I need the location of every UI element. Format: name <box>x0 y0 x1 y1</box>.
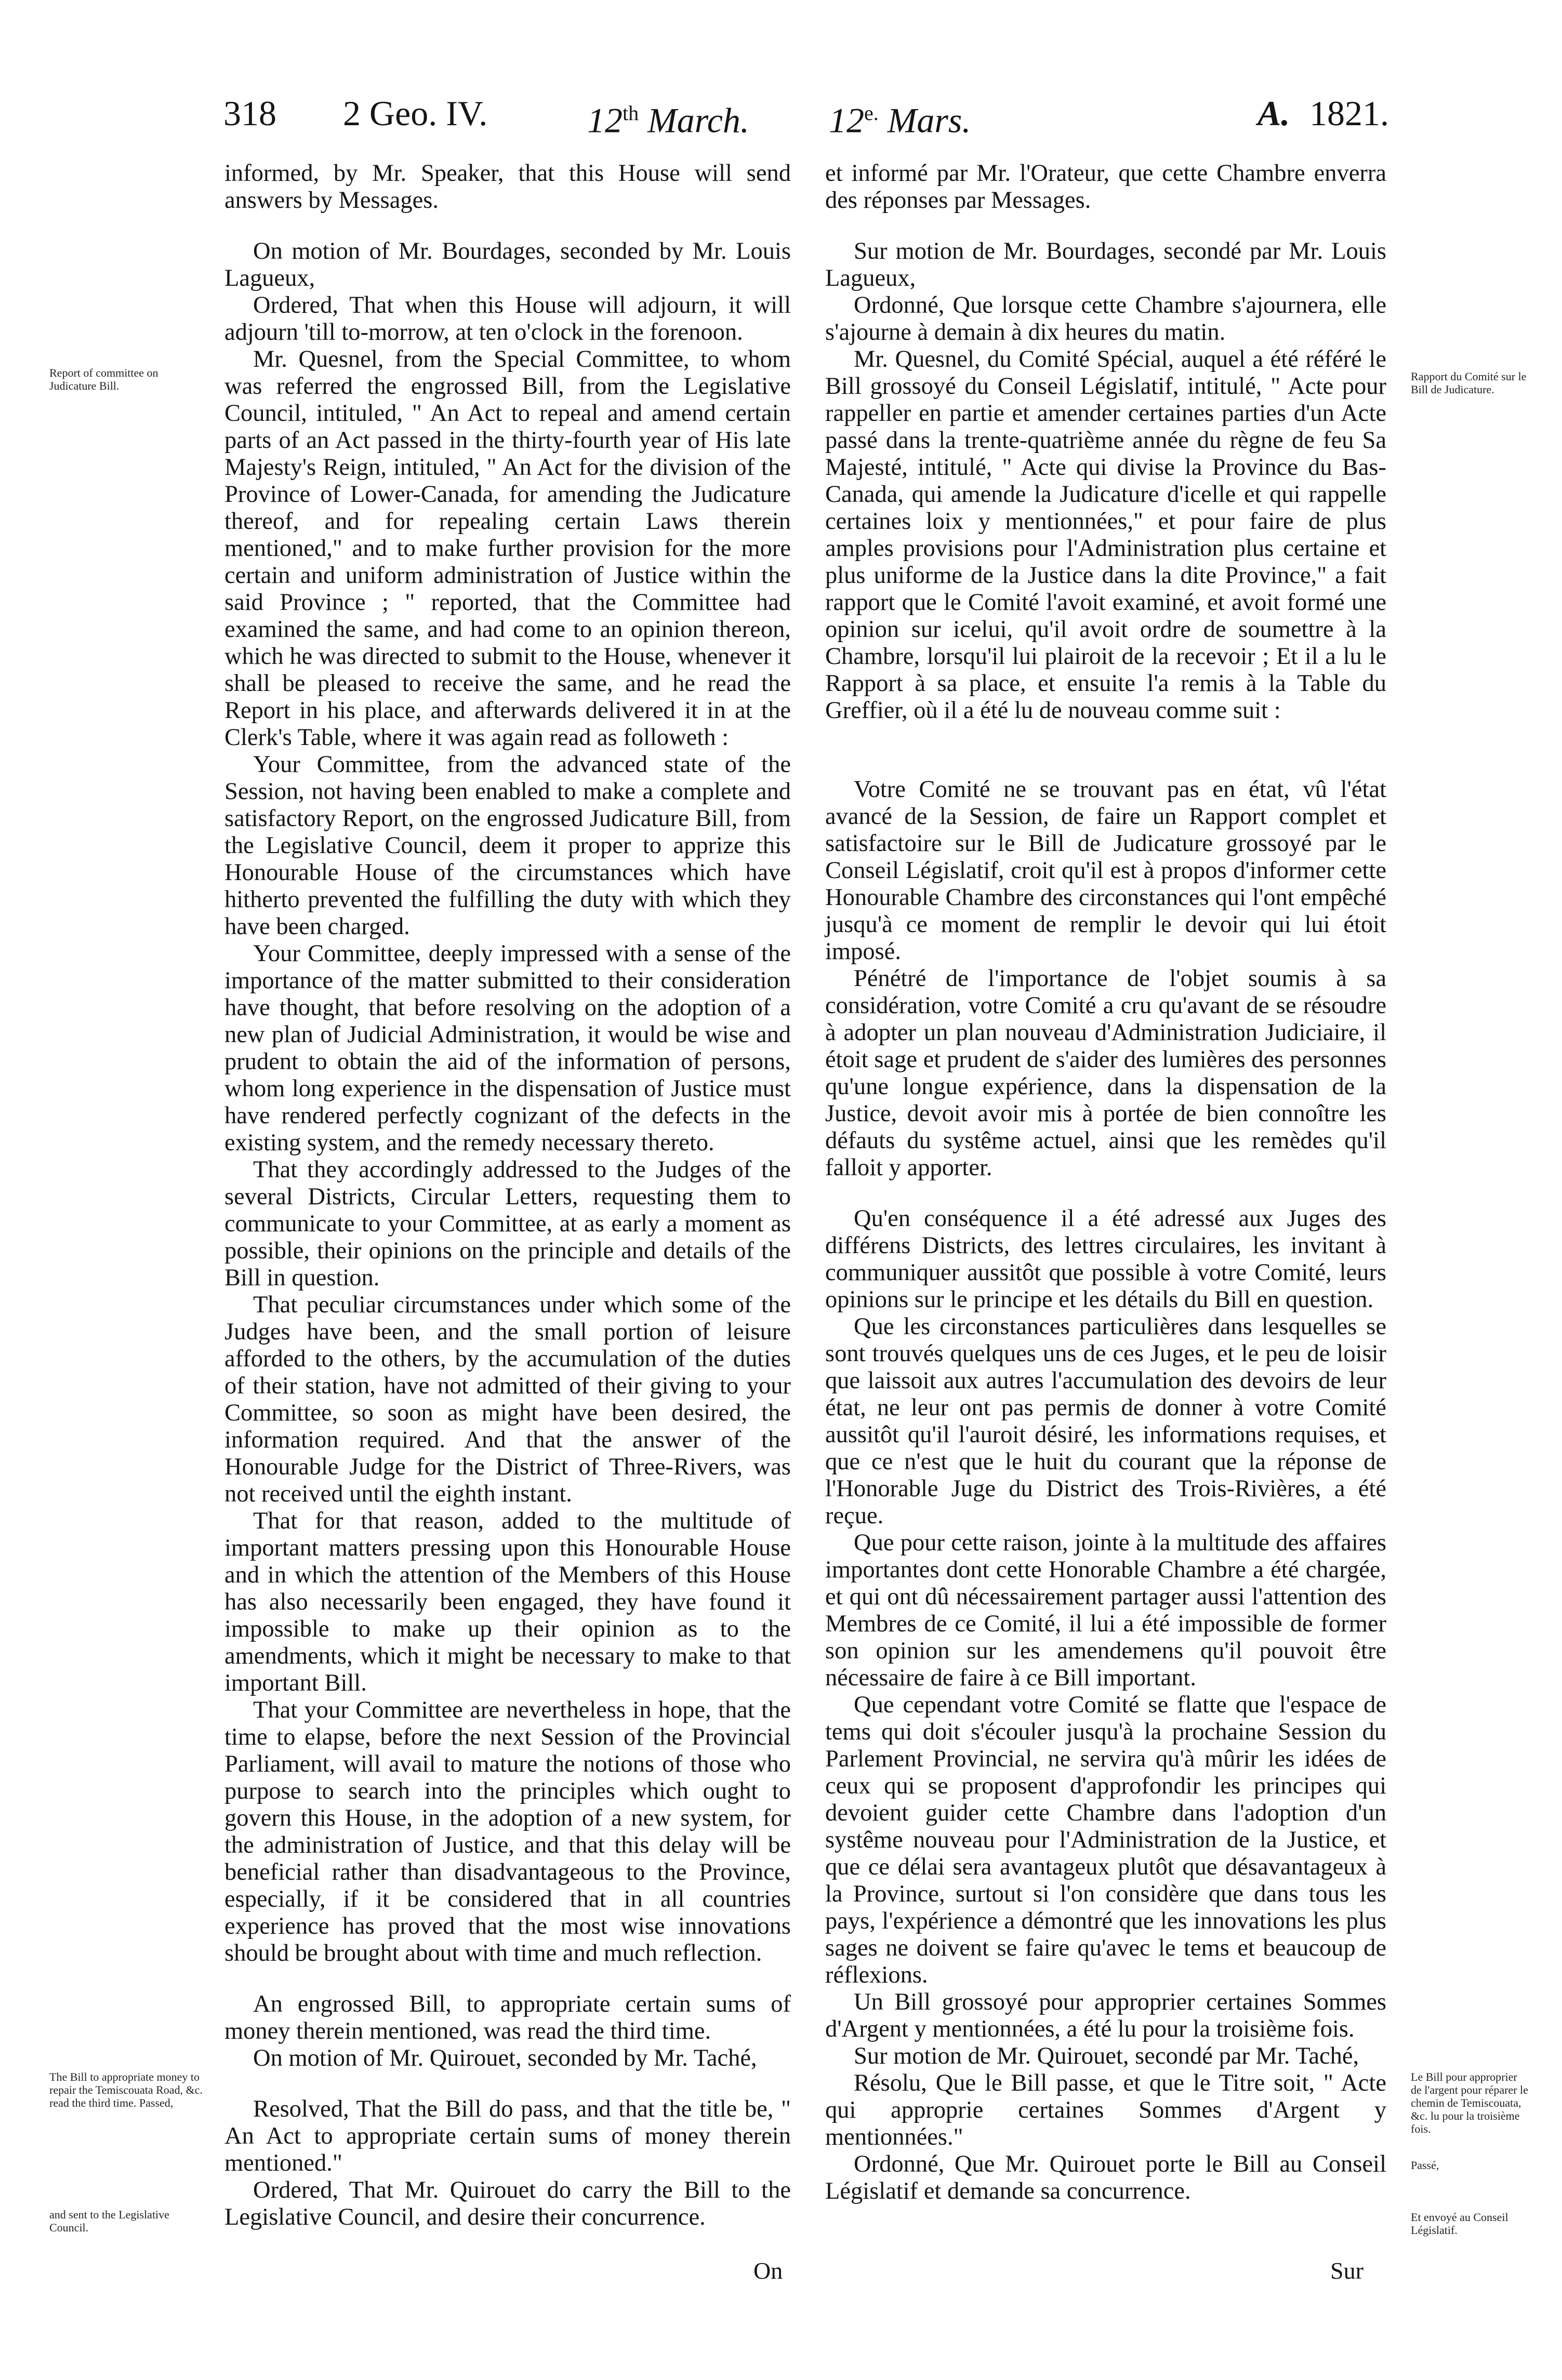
margin-note-passe: Passé, <box>1411 2159 1439 2172</box>
year-label: 1821. <box>1309 94 1389 133</box>
fr-paragraph-13: Résolu, Que le Bill passe, et que le Titre soit, " Acte qui approprie certaines Sommes d'Argent y mentionnées." <box>825 2070 1386 2150</box>
fr-paragraph-3: Ordonné, Que lorsque cette Chambre s'ajournera, elle s'ajourne à demain à dix heures du matin. <box>825 292 1386 345</box>
date-french-suffix: e. <box>864 101 879 125</box>
en-paragraph-9: That for that reason, added to the multitude of important matters pressing upon this Honourable House and in which the attention of the Members of this House has also necessarily been engaged, they have found it impossible to make up their opinion as to the amendments, which it might be necessary to make to that important Bill. <box>224 1508 791 1696</box>
en-paragraph-6: Your Committee, deeply impressed with a sense of the importance of the matter submitted to their consideration have thought, that before resolving on the adoption of a new plan of Judicial Administration, it would be wise and prudent to obtain the aid of the information of persons, whom long experience in the dispensation of Justice must have rendered perfectly cognizant of the defects in the existing system, and the remedy necessary thereto. <box>224 940 791 1156</box>
catchword-french: Sur <box>1330 2257 1364 2284</box>
margin-note-rapport: Rapport du Comité sur le Bill de Judicature. <box>1411 370 1527 396</box>
fr-paragraph-4: Mr. Quesnel, du Comité Spécial, auquel a été référé le Bill grossoyé du Conseil Législatif, intitulé, " Acte pour rappeller en partie et amender certaines parties d'un Acte passé dans la trente-quatrième année du règne de feu Sa Majesté, intitulé, " Acte qui divise la Province du Bas-Canada, qui amende la Judicature d'icelle et qui rappelle certaines loix y mentionnées," et pour faire de plus amples provisions pour l'Administration plus certaine et plus uniforme de la Justice dans la dite Province," a fait rapport que le Comité l'avoit examiné, et avoit formé une opinion sur icelui, qu'il avoit ordre de soumettre à la Chambre, lorsqu'il lui plairoit de la recevoir ; Et il a lu le Rapport à sa place, et ensuite l'a remis à la Table du Greffier, où il a été lu de nouveau comme suit : <box>825 346 1386 724</box>
date-english-month: March. <box>647 100 749 140</box>
date-english-suffix: th <box>623 101 639 125</box>
en-paragraph-14: Ordered, That Mr. Quirouet do carry the Bill to the Legislative Council, and desire their concurrence. <box>224 2177 791 2230</box>
en-paragraph-4: Mr. Quesnel, from the Special Committee, to whom was referred the engrossed Bill, from the Legislative Council, intituled, " An Act to repeal and amend certain parts of an Act passed in the thirty-fourth year of His late Majesty's Reign, intituled, " An Act for the division of the Province of Lower-Canada, for amending the Judicature thereof, and for repealing certain Laws therein mentioned," and to make further provision for the more certain and uniform administration of Justice within the said Province ; " reported, that the Committee had examined the same, and had come to an opinion thereon, which he was directed to submit to the House, whenever it shall be pleased to receive the same, and he read the Report in his place, and afterwards delivered it in at the Clerk's Table, where it was again read as followeth : <box>224 346 791 751</box>
date-french <box>829 87 971 139</box>
fr-paragraph-10: Que cependant votre Comité se flatte que l'espace de tems qui doit s'écouler jusqu'à la prochaine Session du Parlement Provincial, ne servira qu'à mûrir les idées de ceux qui se proposent d'approfondir les principes qui devoient guider cette Chambre dans l'adoption d'un systême nouveau pour l'Administration de la Justice, et que ce délai sera avantageux plutôt que désavantageux à la Province, surtout si l'on considère que dans tous les pays, l'expérience a démontré que les innovations les plus sages ne doivent se faire qu'avec le tems et beaucoup de réflexions. <box>825 1692 1386 1988</box>
margin-note-envoye: Et envoyé au Conseil Législatif. <box>1411 2211 1508 2237</box>
fr-paragraph-1: et informé par Mr. l'Orateur, que cette Chambre enverra des réponses par Messages. <box>825 160 1386 214</box>
en-paragraph-8: That peculiar circumstances under which some of the Judges have been, and the small portion of leisure afforded to the others, by the accumulation of the duties of their station, have not admitted of their giving to your Committee, so soon as might have been desired, the information required. And that the answer of the Honourable Judge for the District of Three-Rivers, was not received until the eighth instant. <box>224 1292 791 1507</box>
margin-note-report: Report of committee on Judicature Bill. <box>49 366 158 392</box>
french-column <box>825 160 1386 2276</box>
fr-paragraph-6: Pénétré de l'importance de l'objet soumis à sa considération, votre Comité a cru qu'avant de se résoudre à adopter un plan nouveau d'Administration Judiciaire, il étoit sage et prudent de s'aider des lumières des personnes qu'une longue expérience, dans la dispensation de la Justice, devoit avoir mis à portée de bien connoître les défauts du systême actuel, ainsi que les remèdes qu'il falloit y apporter. <box>825 965 1386 1181</box>
fr-paragraph-5: Votre Comité ne se trouvant pas en état, vû l'état avancé de la Session, de faire un Rapport complet et satisfactoire sur le Bill de Judicature grossoyé par le Conseil Législatif, croit qu'il est à propos d'informer cette Honourable Chambre des circonstances qui l'ont empêché jusqu'à ce moment de remplir le devoir qui lui étoit imposé. <box>825 776 1386 965</box>
date-english <box>587 87 749 139</box>
fr-paragraph-9: Que pour cette raison, jointe à la multitude des affaires importantes dont cette Honorable Chambre a été chargée, et qui ont dû nécessairement partager aussi l'attention des Membres de ce Comité, il lui a été impossible de former son opinion sur les amendemens qu'il pouvoit être nécessaire de faire à ce Bill important. <box>825 1530 1386 1691</box>
en-paragraph-11: An engrossed Bill, to appropriate certain sums of money therein mentioned, was read the third time. <box>224 1991 791 2044</box>
fr-paragraph-11: Un Bill grossoyé pour approprier certaines Sommes d'Argent y mentionnées, a été lu pour la troisième fois. <box>825 1989 1386 2042</box>
catchword-english: On <box>753 2257 783 2284</box>
en-paragraph-3: Ordered, That when this House will adjourn, it will adjourn 'till to-morrow, at ten o'clock in the forenoon. <box>224 292 791 345</box>
page-number: 318 <box>223 94 276 133</box>
en-paragraph-2: On motion of Mr. Bourdages, seconded by Mr. Louis Lagueux, <box>224 238 791 291</box>
date-french-month: Mars. <box>887 100 971 140</box>
margin-note-sent-council: and sent to the Legislative Council. <box>49 2208 169 2234</box>
date-french-day: 12 <box>829 100 864 140</box>
fr-paragraph-7: Qu'en conséquence il a été adressé aux Juges des différens Districts, des lettres circulaires, les invitant à communiquer aussitôt que possible à votre Comité, leurs opinions sur le principe et les détails du Bill en question. <box>825 1205 1386 1313</box>
english-column <box>224 160 791 2276</box>
en-paragraph-5: Your Committee, from the advanced state of the Session, not having been enabled to make a complete and satisfactory Report, on the engrossed Judicature Bill, from the Legislative Council, deem it proper to apprize this Honourable House of the circumstances which have hitherto prevented the fulfilling the duty with which they have been charged. <box>224 751 791 940</box>
en-paragraph-12: On motion of Mr. Quirouet, seconded by Mr. Taché, <box>253 2045 757 2071</box>
fr-paragraph-12: Sur motion de Mr. Quirouet, secondé par Mr. Taché, <box>854 2043 1359 2069</box>
margin-note-bill-passed: The Bill to appropriate money to repair the Temiscouata Road, &c. read the third time. Passed, <box>49 2070 203 2109</box>
reign-label: 2 Geo. IV. <box>343 94 488 133</box>
en-paragraph-1: informed, by Mr. Speaker, that this House will send answers by Messages. <box>224 160 791 214</box>
fr-paragraph-8: Que les circonstances particulières dans lesquelles se sont trouvés quelques uns de ces Juges, et le peu de loisir que laissoit aux autres l'accumulation des devoirs de leur état, ne leur ont pas permis de donner à votre Comité aussitôt qu'il l'auroit désiré, les informations requises, et que ce n'est que le huit du courant que la réponse de l'Honorable Juge du District des Trois-Rivières, a été reçue. <box>825 1313 1386 1529</box>
margin-note-bill-approprier: Le Bill pour approprier de l'argent pour réparer le chemin de Temiscouata, &c. lu pour la troisième fois. <box>1411 2070 1528 2135</box>
fr-paragraph-14: Ordonné, Que Mr. Quirouet porte le Bill au Conseil Législatif et demande sa concurrence. <box>825 2151 1386 2204</box>
en-paragraph-13: Resolved, That the Bill do pass, and that the title be, " An Act to appropriate certain sums of money therein mentioned." <box>224 2096 791 2176</box>
date-english-day: 12 <box>587 100 623 140</box>
en-paragraph-10: That your Committee are nevertheless in hope, that the time to elapse, before the next Session of the Provincial Parliament, will avail to mature the notions of those who purpose to search into the principles which ought to govern this House, in the adoption of a new system, for the administration of Justice, and that this delay will be beneficial rather than disadvantageous to the Province, especially, if it be considered that in all countries experience has proved that the most wise innovations should be brought about with time and much reflection. <box>224 1697 791 1966</box>
en-paragraph-7: That they accordingly addressed to the Judges of the several Districts, Circular Letters, requesting them to communicate to your Committee, at as early a moment as possible, their opinions on the principle and details of the Bill in question. <box>224 1156 791 1291</box>
fr-paragraph-2: Sur motion de Mr. Bourdages, secondé par Mr. Louis Lagueux, <box>825 238 1386 291</box>
era-label: A. <box>1257 94 1290 133</box>
